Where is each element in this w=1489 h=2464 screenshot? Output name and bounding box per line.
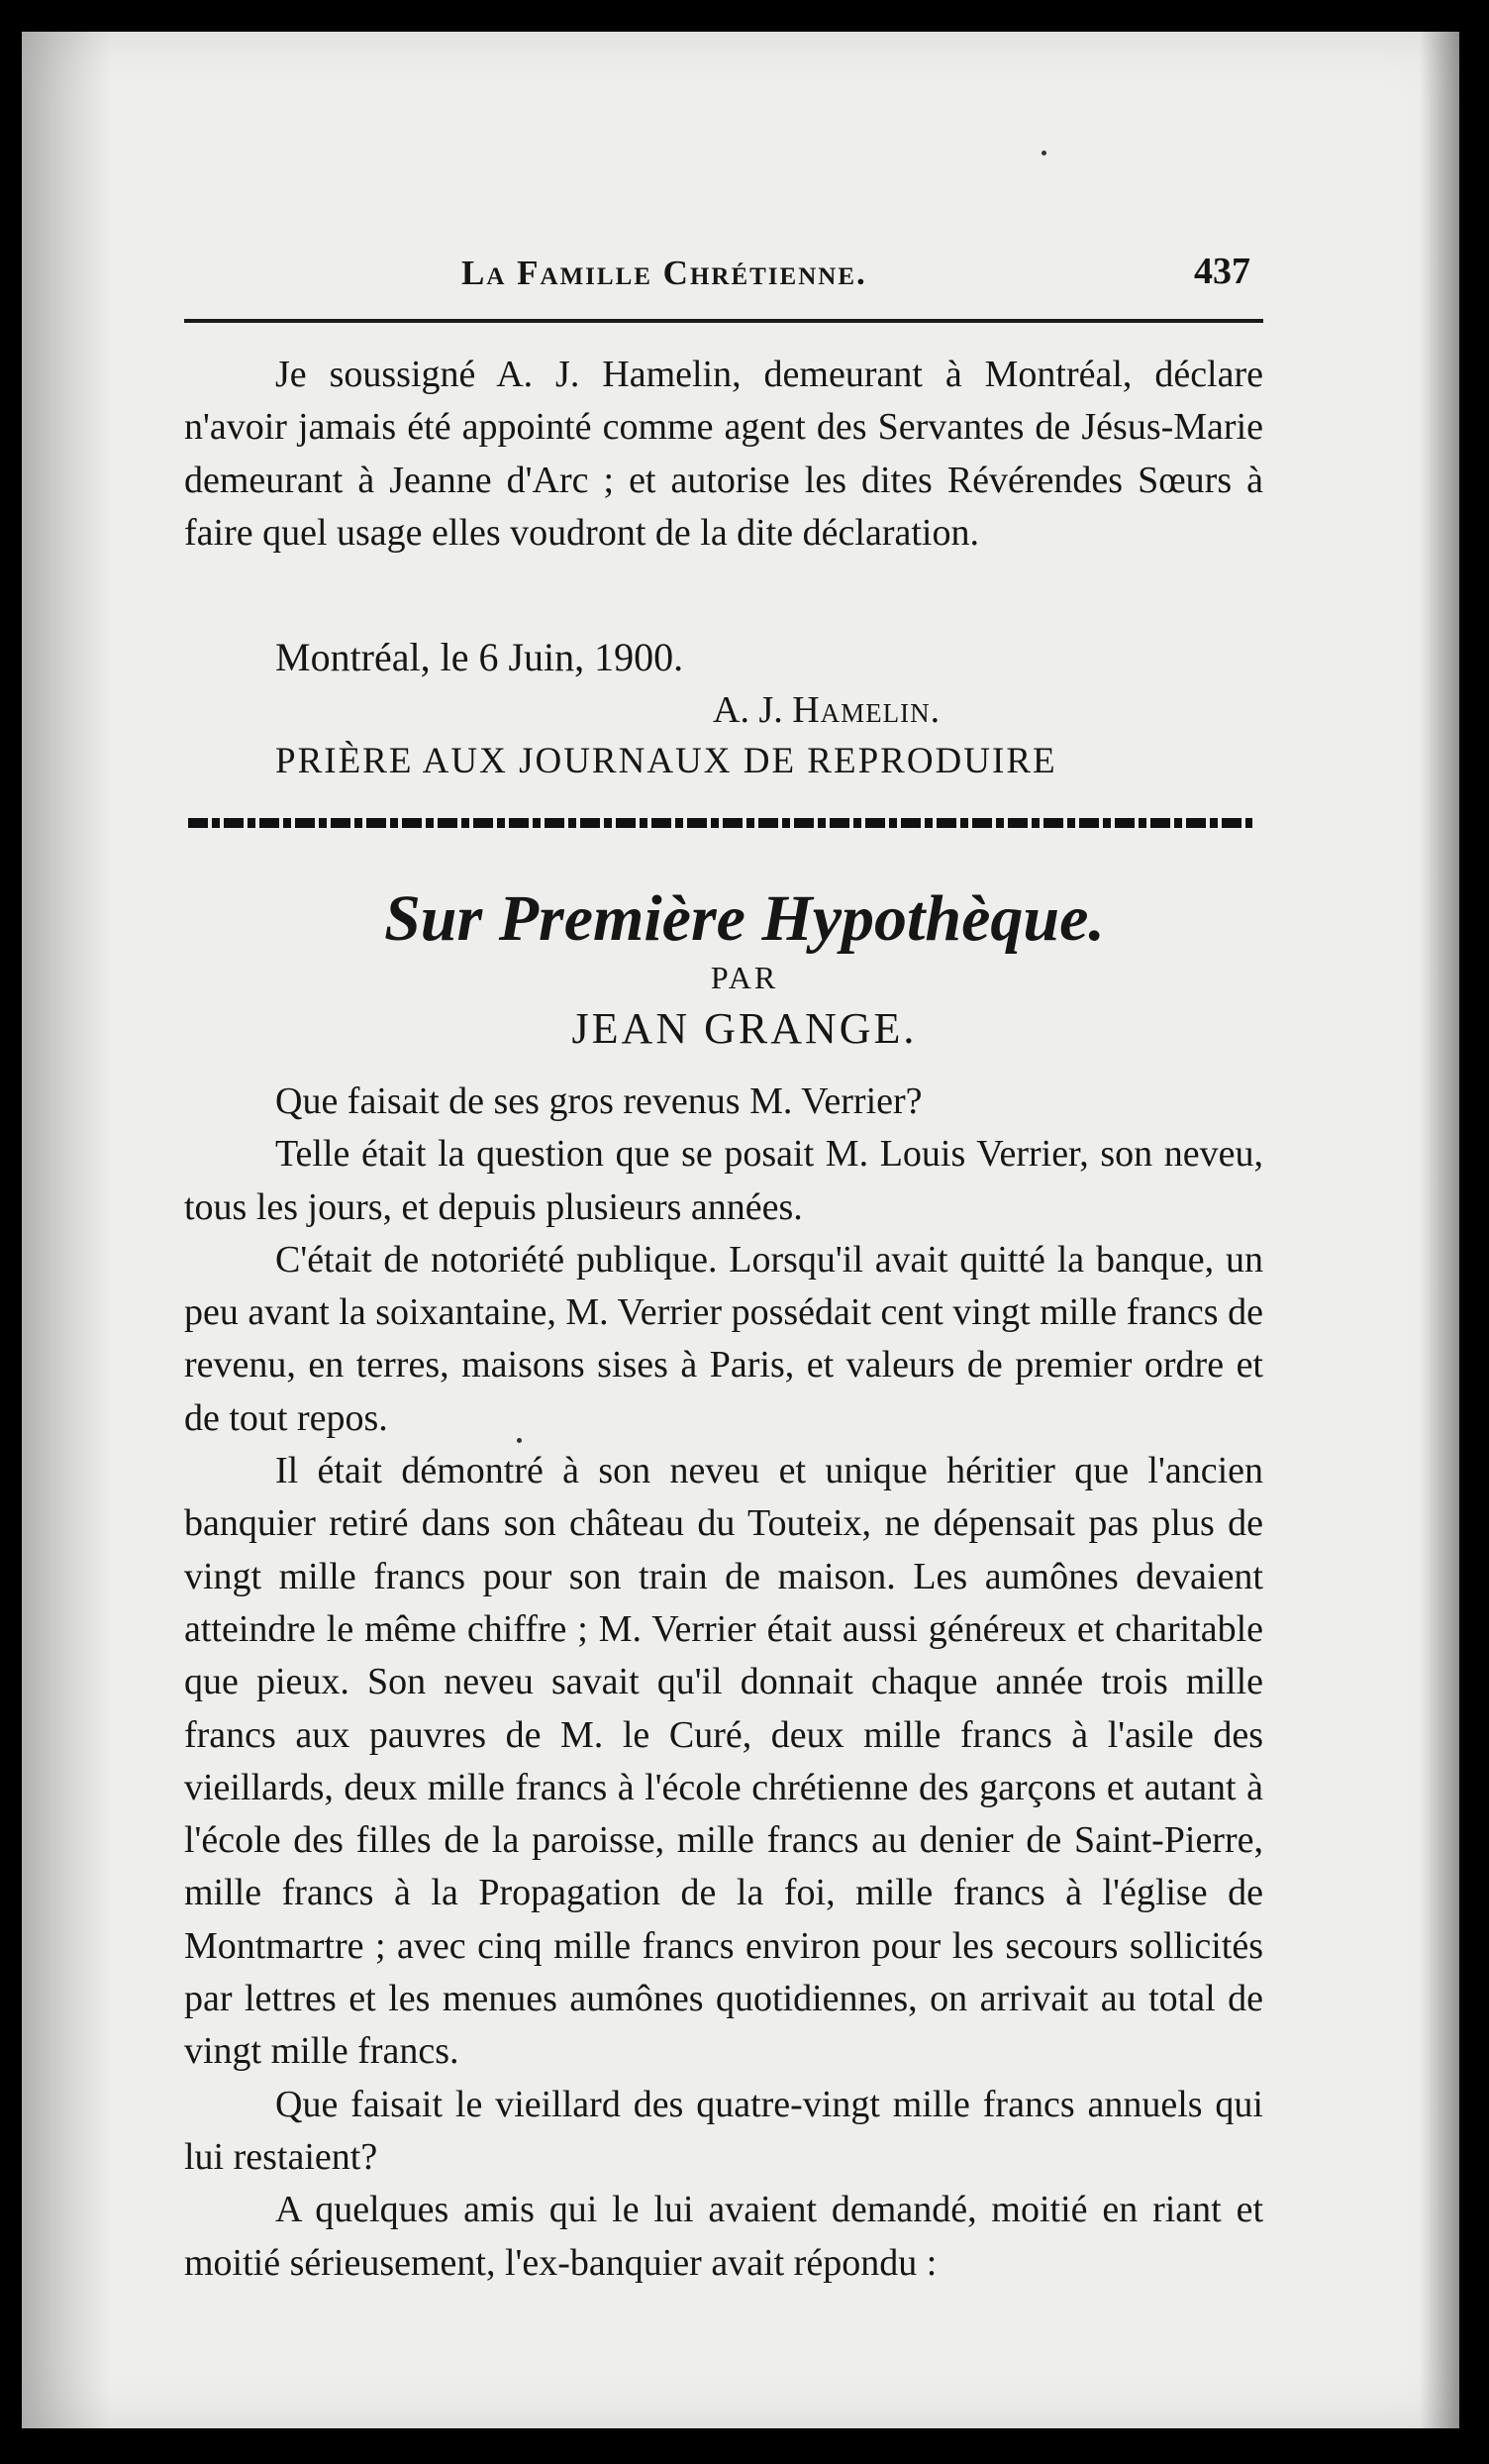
paragraph: A quelques amis qui le lui avaient demandé, moitié en riant et moitié sérieusement, l'ex-banquier avait répondu : bbox=[184, 2189, 1263, 2284]
place-date: Montréal, le 6 Juin, 1900. bbox=[275, 635, 684, 679]
running-title: La Famille Chrétienne. bbox=[461, 254, 867, 292]
header-rule bbox=[184, 319, 1263, 323]
signature-surname: Hamelin. bbox=[792, 689, 942, 731]
paragraph: Telle était la question que se posait M. Louis Verrier, son neveu, tous les jours, et depuis plusieurs années. bbox=[184, 1133, 1263, 1228]
scan-shadow-left bbox=[22, 32, 111, 2428]
paragraph: Que faisait de ses gros revenus M. Verrier? bbox=[275, 1080, 923, 1122]
section-divider bbox=[188, 818, 1252, 828]
signature-initials: A. J. bbox=[713, 689, 783, 731]
reprint-notice: PRIÈRE AUX JOURNAUX DE REPRODUIRE bbox=[275, 741, 1057, 781]
paragraph: C'était de notoriété publique. Lorsqu'il avait quitté la banque, un peu avant la soixantaine, M. Verrier possédait cent vingt mille francs de revenu, en terres, maisons sises à Paris, et valeurs de premier ordre et de tout repos. bbox=[184, 1238, 1263, 1439]
signature bbox=[713, 688, 941, 732]
byline: PAR bbox=[710, 960, 779, 995]
page-number: 437 bbox=[1194, 251, 1250, 292]
letter-body bbox=[184, 349, 1263, 560]
article-body bbox=[184, 1076, 1263, 2290]
author-name: JEAN GRANGE. bbox=[571, 1004, 918, 1053]
article-title: Sur Première Hypothèque. bbox=[384, 882, 1105, 955]
paragraph: Il était démontré à son neveu et unique héritier que l'ancien banquier retiré dans son château du Touteix, ne dépensait pas plus de vingt mille francs pour son train de maison. Les aumônes devaient atteindre le même chiffre ; M. Verrier était aussi généreux et charitable que pieux. Son neveu savait qu'il donnait chaque année trois mille francs aux pauvres de M. le Curé, deux mille francs à l'asile des vieillards, deux mille francs à l'école chrétienne des garçons et autant à l'école des filles de la paroisse, mille francs au denier de Saint-Pierre, mille francs à la Propagation de la foi, mille francs à l'église de Montmartre ; avec cinq mille francs environ pour les secours sollicités par lettres et les menues aumônes quotidiennes, on arrivait au total de vingt mille francs. bbox=[184, 1450, 1263, 2073]
letter-paragraph: Je soussigné A. J. Hamelin, demeurant à Montréal, déclare n'avoir jamais été appointé comme agent des Servantes de Jésus-Marie demeurant à Jeanne d'Arc ; et autorise les dites Révérendes Sœurs à faire quel usage elles voudront de la dite déclaration. bbox=[184, 354, 1263, 554]
scan-shadow-right bbox=[1420, 32, 1459, 2428]
paragraph: Que faisait le vieillard des quatre-vingt mille francs annuels qui lui restaient? bbox=[184, 2083, 1263, 2178]
scan-speck bbox=[1042, 151, 1046, 155]
